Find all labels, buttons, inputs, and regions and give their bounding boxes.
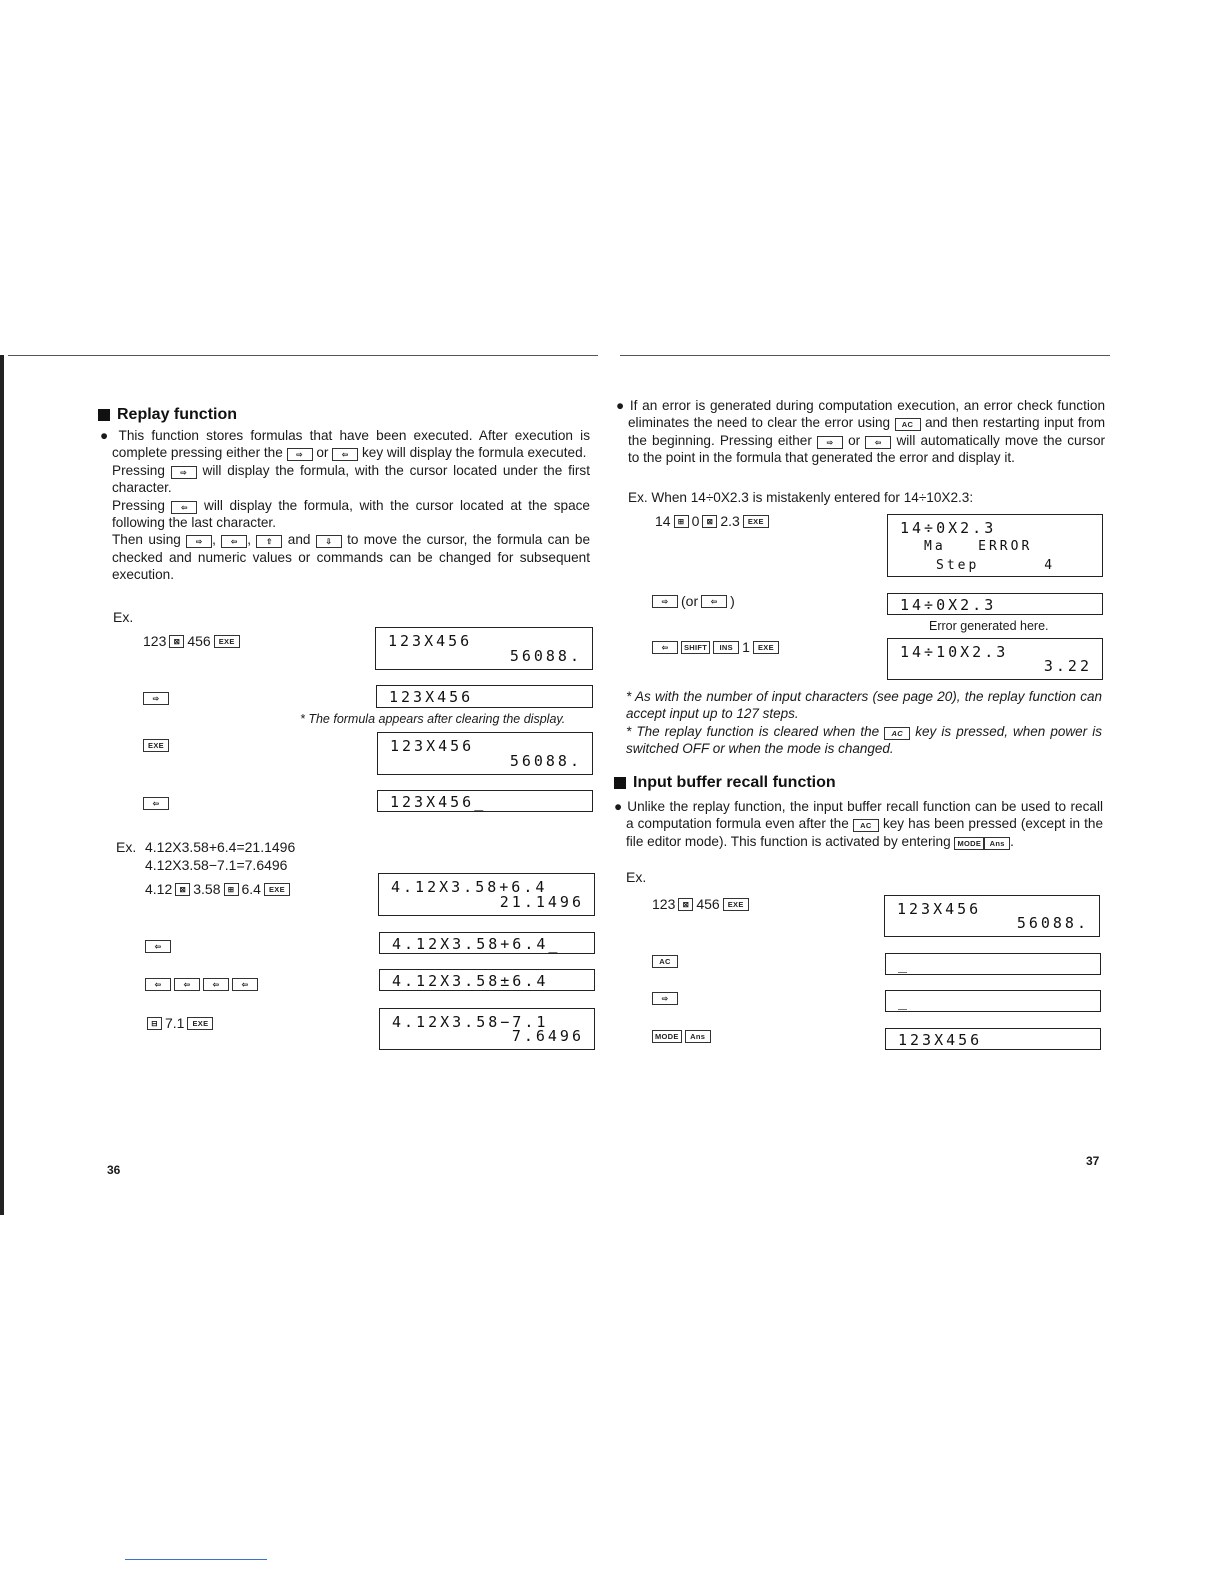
heading-square-icon (98, 409, 110, 421)
key-sequence-4 (143, 797, 169, 810)
key-sequence-2 (143, 692, 169, 705)
up-key-icon: ⇧ (256, 535, 282, 548)
lcd-display-3: 123X456 56088. (377, 732, 593, 775)
key-sequence-r4: 123 ⊠ 456 EXE (652, 896, 749, 912)
multiply-key-icon: ⊠ (175, 883, 190, 896)
left-key-icon: ⇦ (865, 436, 891, 449)
key-sequence-5: 4.12 ⊠ 3.58 ⊞ 6.4 EXE (145, 881, 290, 897)
example-2-label: Ex. (116, 839, 137, 855)
lcd-display-r1: 14÷0X2.3 Ma ERROR Step 4 (887, 514, 1103, 577)
lcd-display-4: 123X456_ (377, 790, 593, 812)
input-buffer-description: ● Unlike the replay function, the input buffer recall function can be used to recall a computation formula even after the AC key has been pressed (except in the file editor mode). This function is activated by entering MODE Ans . (614, 799, 1104, 849)
plus-key-icon: ⊞ (224, 883, 239, 896)
exe-key-icon: EXE (187, 1017, 213, 1030)
exe-key-icon: EXE (723, 898, 749, 911)
display-note: * The formula appears after clearing the display. (300, 712, 566, 726)
lcd-display-5: 4.12X3.58+6.4 21.1496 (378, 873, 595, 916)
key-sequence-7 (145, 978, 258, 991)
lcd-display-r2: 14÷0X2.3 (887, 593, 1103, 615)
footer-link-line (125, 1559, 267, 1560)
left-key-icon: ⇦ (174, 978, 200, 991)
key-sequence-6 (145, 940, 171, 953)
example-intro: Ex. When 14÷0X2.3 is mistakenly entered for 14÷10X2.3: (628, 490, 974, 505)
right-key-icon: ⇨ (817, 436, 843, 449)
exe-key-icon: EXE (743, 515, 769, 528)
exe-key-icon: EXE (214, 635, 240, 648)
lcd-display-7: 4.12X3.58±6.4 (379, 969, 595, 991)
left-key-icon: ⇦ (143, 797, 169, 810)
error-check-description: ● If an error is generated during computation execution, an error check function eliminates the need to clear the error using AC and then restarting input from the beginning. Pressing either ⇨ or ⇦ will automatically move the cursor to the point in the formula that generated the error and display it. (616, 398, 1106, 466)
ac-key-icon: AC (652, 955, 678, 968)
exe-key-icon: EXE (264, 883, 290, 896)
divide-key-icon: ⊞ (674, 515, 689, 528)
left-key-icon: ⇦ (221, 535, 247, 548)
left-key-icon: ⇦ (232, 978, 258, 991)
ac-key-icon: AC (884, 727, 910, 740)
lcd-display-r6: _ (885, 990, 1101, 1012)
right-key-icon: ⇨ (143, 692, 169, 705)
left-key-icon: ⇦ (171, 501, 197, 514)
key-sequence-r6 (652, 992, 678, 1005)
lcd-display-r4: 123X456 56088. (884, 895, 1100, 937)
replay-heading: Replay function (98, 406, 237, 424)
left-key-icon: ⇦ (145, 940, 171, 953)
page-number-left: 36 (107, 1163, 121, 1177)
multiply-key-icon: ⊠ (678, 898, 693, 911)
ins-key-icon: INS (713, 641, 739, 654)
exe-key-icon: EXE (143, 739, 169, 752)
input-buffer-heading: Input buffer recall function (614, 774, 836, 792)
shift-key-icon: SHIFT (681, 641, 710, 654)
key-sequence-r1: 14 ⊞ 0 ⊠ 2.3 EXE (655, 513, 769, 529)
ans-key-icon: Ans (984, 837, 1010, 850)
mode-key-icon: MODE (652, 1030, 682, 1043)
lcd-display-6: 4.12X3.58+6.4_ (379, 932, 595, 954)
left-key-icon: ⇦ (203, 978, 229, 991)
bullet-icon: ● (616, 398, 630, 413)
page-number-right: 37 (1086, 1154, 1100, 1168)
example-label-r: Ex. (626, 869, 647, 885)
lcd-display-r3: 14÷10X2.3 3.22 (887, 638, 1103, 680)
right-key-icon: ⇨ (652, 992, 678, 1005)
left-key-icon: ⇦ (145, 978, 171, 991)
key-sequence-r2: ⇨ (or ⇦ ) (652, 593, 735, 609)
left-key-icon: ⇦ (332, 448, 358, 461)
ac-key-icon: AC (895, 418, 921, 431)
left-key-icon: ⇦ (652, 641, 678, 654)
key-sequence-8: ⊟ 7.1 EXE (147, 1015, 213, 1031)
key-sequence-r3: ⇦ SHIFT INS 1 EXE (652, 639, 779, 655)
right-page (612, 0, 1224, 1584)
lcd-display-2: 123X456 (376, 685, 593, 708)
example-2-formulas: 4.12X3.58+6.4=21.1496 4.12X3.58−7.1=7.6496 (145, 839, 296, 873)
minus-key-icon: ⊟ (147, 1017, 162, 1030)
error-caption: Error generated here. (929, 619, 1049, 633)
ac-key-icon: AC (853, 819, 879, 832)
right-key-icon: ⇨ (652, 595, 678, 608)
lcd-display-r7: 123X456 (885, 1028, 1101, 1050)
down-key-icon: ⇩ (316, 535, 342, 548)
right-key-icon: ⇨ (186, 535, 212, 548)
replay-notes: * As with the number of input characters (see page 20), the replay function can accept input up to 127 steps. * The replay function is cleared when the AC key is pressed, when power is switched OFF or when the mode is changed. (626, 689, 1102, 757)
lcd-display-r5: _ (885, 953, 1101, 975)
mode-key-icon: MODE (954, 837, 984, 850)
bullet-icon: ● (614, 799, 628, 814)
key-sequence-r7 (652, 1030, 711, 1043)
right-key-icon: ⇨ (287, 448, 313, 461)
key-sequence-r5 (652, 955, 678, 968)
left-key-icon: ⇦ (701, 595, 727, 608)
ans-key-icon: Ans (685, 1030, 711, 1043)
replay-description: ● This function stores formulas that have been executed. After execution is complete pressing either the ⇨ or ⇦ key will display the formula executed. Pressing ⇨ will display the formula, with the cursor located under the first character. Pressing ⇦ will display the formula, with the cursor located at the space following the last character. Then using ⇨ , ⇦ , ⇧ and ⇩ to move the cursor, the formula can be checked and numeric values or commands can be changed for subsequent execution. (100, 428, 591, 583)
multiply-key-icon: ⊠ (169, 635, 184, 648)
key-sequence-3 (143, 739, 169, 752)
key-sequence-1: 123 ⊠ 456 EXE (143, 633, 240, 649)
lcd-display-1: 123X456 56088. (375, 627, 593, 670)
right-key-icon: ⇨ (171, 466, 197, 479)
bullet-icon: ● (100, 428, 119, 443)
exe-key-icon: EXE (753, 641, 779, 654)
example-label: Ex. (113, 609, 134, 625)
lcd-display-8: 4.12X3.58−7.1 7.6496 (379, 1008, 595, 1050)
multiply-key-icon: ⊠ (702, 515, 717, 528)
heading-square-icon (614, 777, 626, 789)
